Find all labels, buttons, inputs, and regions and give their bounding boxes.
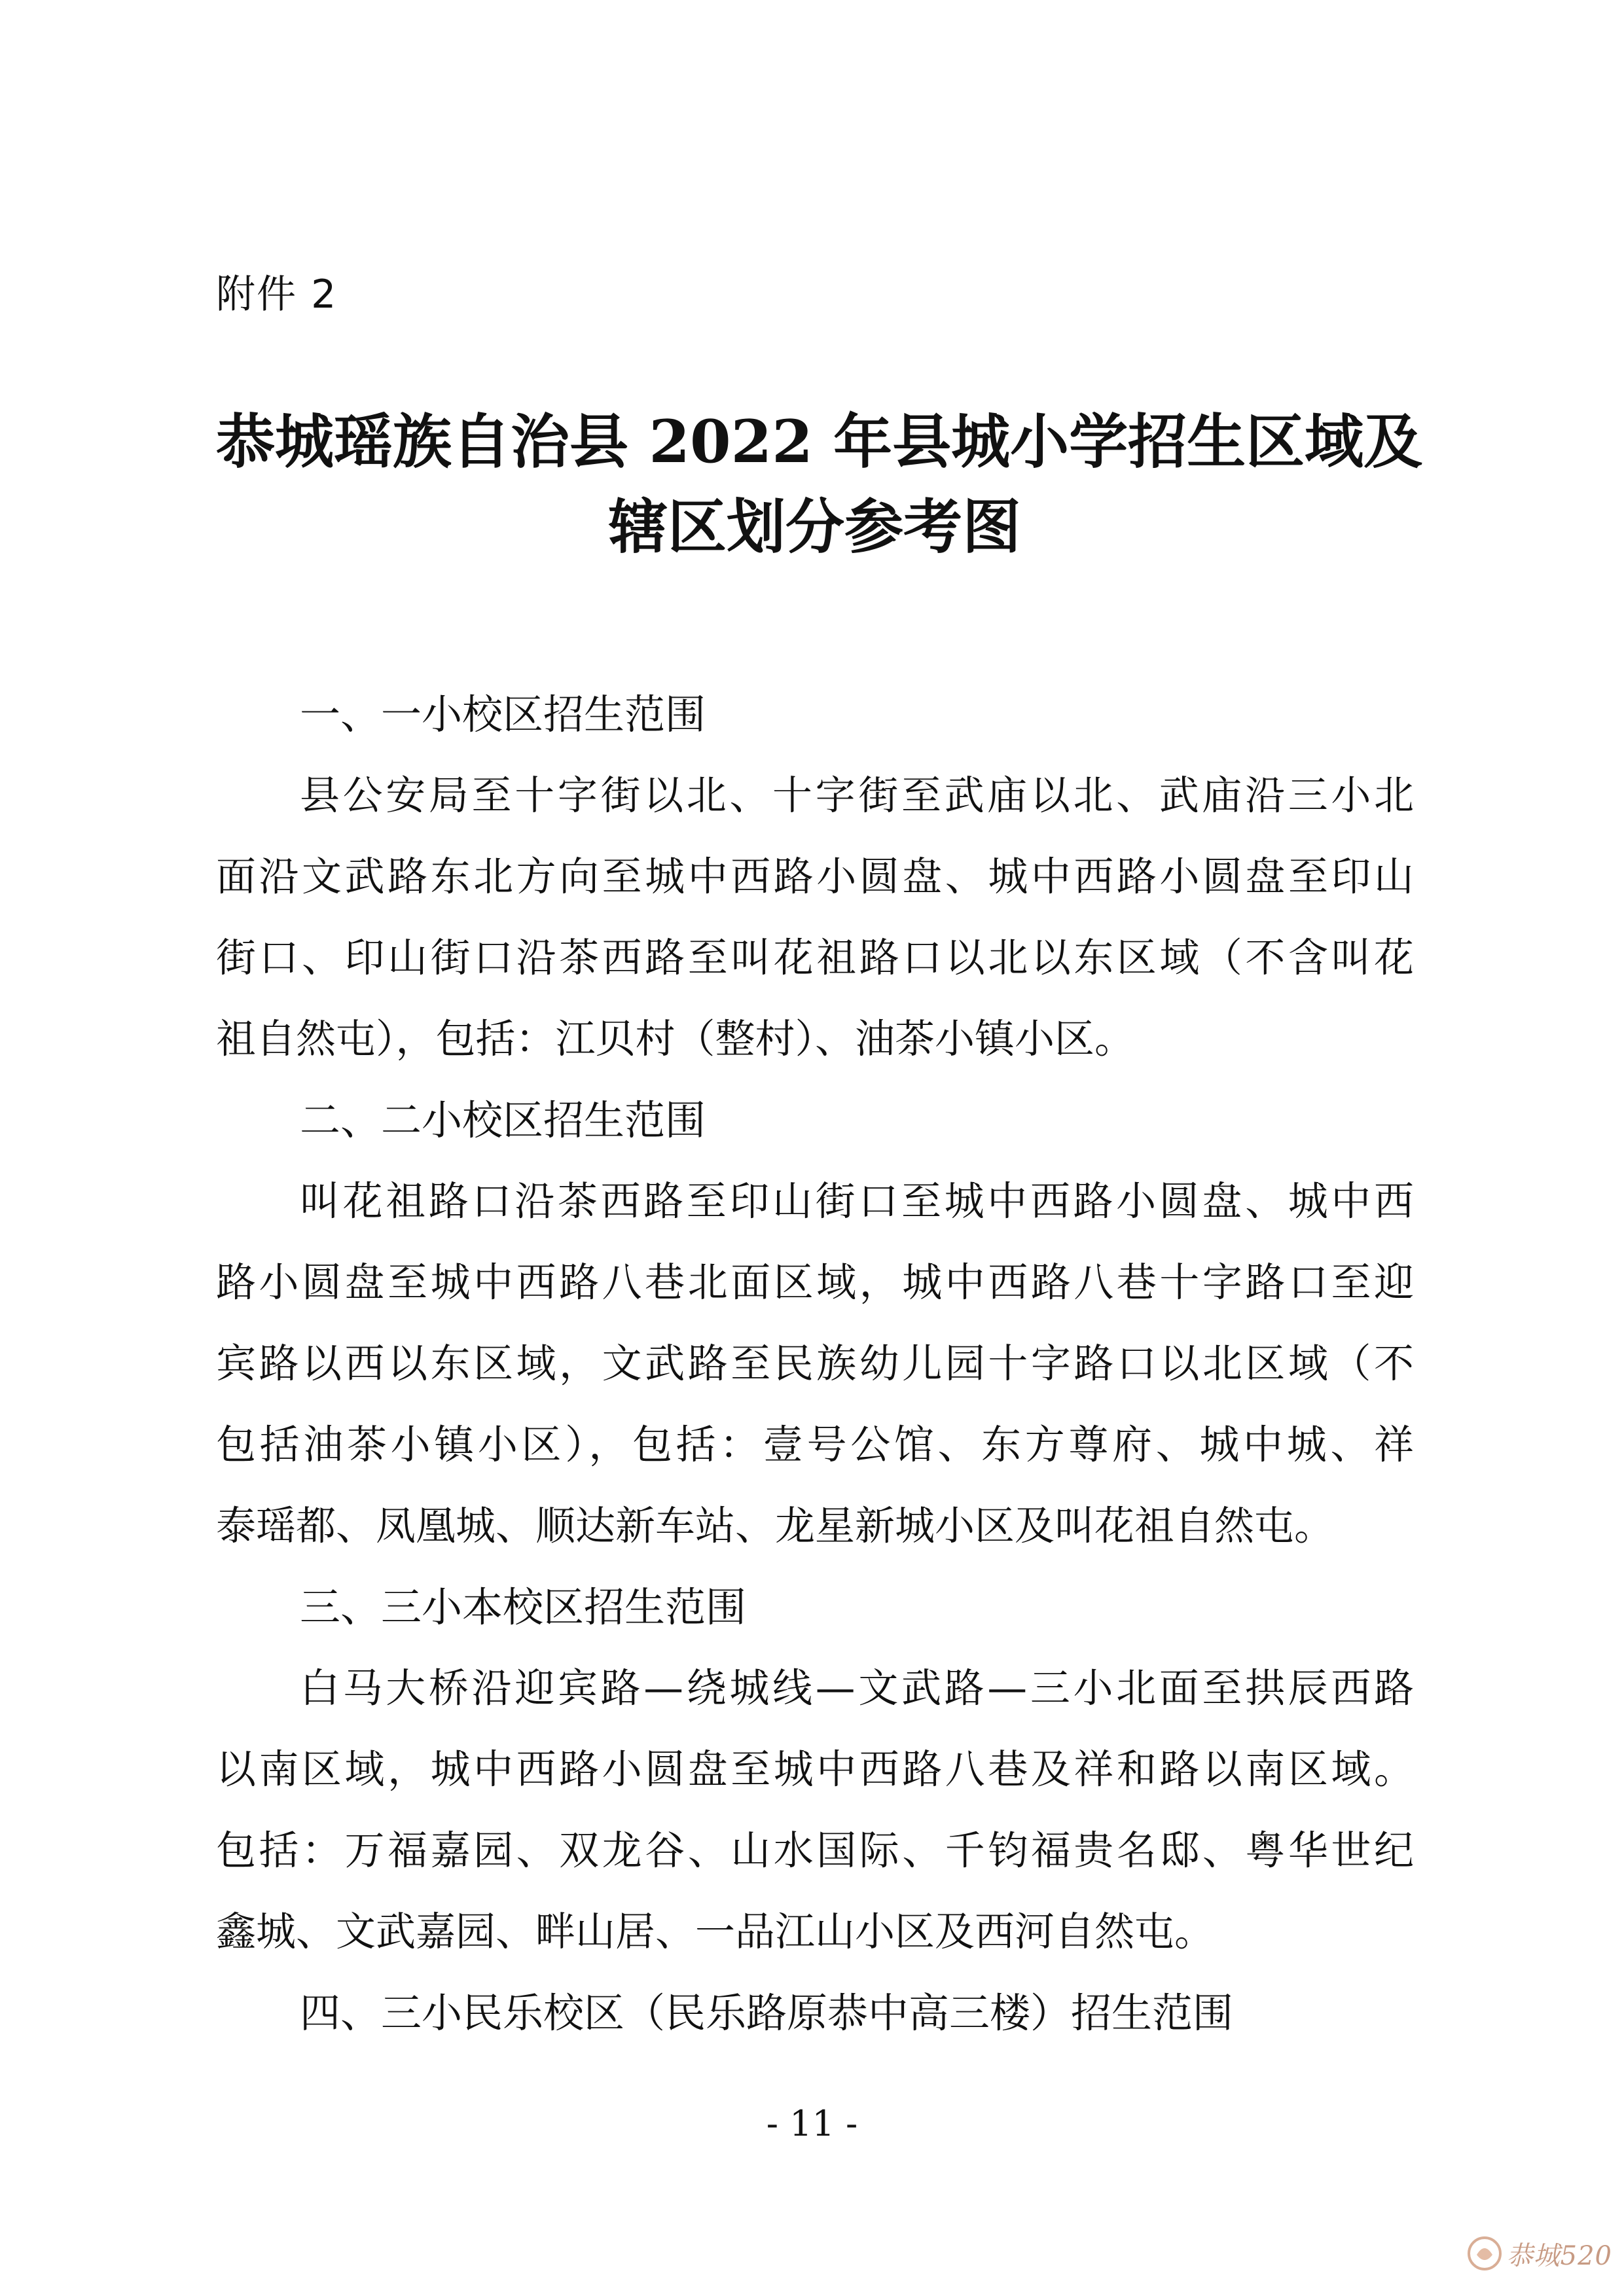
document-title [216, 399, 1423, 569]
paragraph-line: 宾路以西以东区域，文武路至民族幼儿园十字路口以北区域（不 [216, 1340, 1414, 1387]
attachment-label: 附件 2 [216, 272, 338, 317]
paragraph-line: 县公安局至十字街以北、十字街至武庙以北、武庙沿三小北 [300, 772, 1414, 819]
paragraph-line: 叫花祖路口沿茶西路至印山街口至城中西路小圆盘、城中西 [300, 1178, 1414, 1225]
paragraph-line: 包括油茶小镇小区），包括：壹号公馆、东方尊府、城中城、祥 [216, 1422, 1414, 1468]
paragraph-line: 以南区域，城中西路小圆盘至城中西路八巷及祥和路以南区域。 [216, 1746, 1414, 1793]
page-number: - 11 - [766, 2103, 858, 2144]
paragraph-line: 白马大桥沿迎宾路—绕城线—文武路—三小北面至拱辰西路 [300, 1665, 1414, 1712]
watermark-logo-icon [1466, 2235, 1503, 2272]
section-heading-4: 四、三小民乐校区（民乐路原恭中高三楼）招生范围 [300, 1989, 1234, 2037]
section-paragraph-3 [216, 1648, 1414, 1973]
section-heading-3: 三、三小本校区招生范围 [300, 1583, 747, 1631]
watermark [1449, 2217, 1612, 2289]
section-paragraph-1 [216, 755, 1414, 1080]
paragraph-line: 泰瑶都、凤凰城、顺达新车站、龙星新城小区及叫花祖自然屯。 [216, 1503, 1335, 1549]
paragraph-line: 祖自然屯），包括：江贝村（整村）、油茶小镇小区。 [216, 1016, 1135, 1062]
title-line-2: 辖区划分参考图 [609, 492, 1021, 562]
section-heading-1: 一、一小校区招生范围 [300, 691, 706, 738]
section-paragraph-2 [216, 1161, 1414, 1567]
paragraph-line: 面沿文武路东北方向至城中西路小圆盘、城中西路小圆盘至印山 [216, 853, 1414, 900]
document-body [216, 674, 1414, 2054]
watermark-text: 恭城520 [1506, 2240, 1612, 2271]
paragraph-line: 包括：万福嘉园、双龙谷、山水国际、千钧福贵名邸、粤华世纪 [216, 1827, 1414, 1874]
section-heading-2: 二、二小校区招生范围 [300, 1096, 706, 1144]
title-line-1: 恭城瑶族自治县 2022 年县城小学招生区域及 [216, 407, 1423, 476]
paragraph-line: 鑫城、文武嘉园、畔山居、一品江山小区及西河自然屯。 [216, 1909, 1215, 1955]
paragraph-line: 路小圆盘至城中西路八巷北面区域，城中西路八巷十字路口至迎 [216, 1259, 1414, 1306]
paragraph-line: 街口、印山街口沿茶西路至叫花祖路口以北以东区域（不含叫花 [216, 935, 1414, 981]
